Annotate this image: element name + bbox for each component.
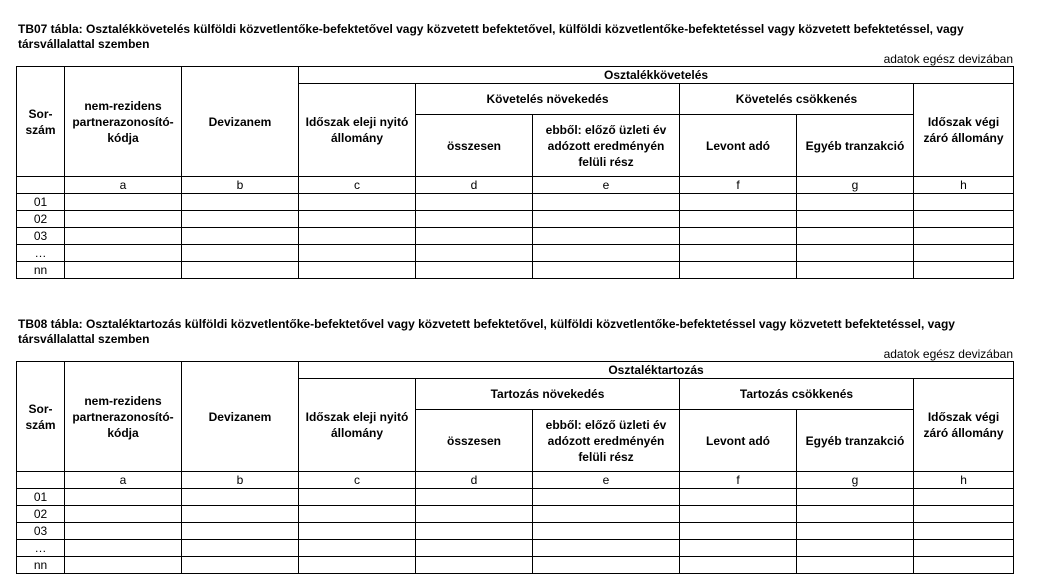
tb08-letter-blank: [17, 472, 65, 489]
tb07-letter-g: g: [797, 177, 914, 194]
tb08-letter-a: a: [65, 472, 182, 489]
tb08-letter-e: e: [533, 472, 680, 489]
tb07-title: TB07 tábla: Osztalékkövetelés külföldi közvetlentőke-befektetővel vagy közvetett befektetővel, külföldi közvetlentőke-befektetéssel vagy közvetett befektetéssel, vagy társvállalattal szemben: [18, 22, 964, 51]
tb08-col-opening: Időszak eleji nyitó állomány: [299, 379, 416, 472]
tb08-row-number: nn: [17, 557, 65, 574]
tb08-unit-note: adatok egész devizában: [883, 347, 1013, 361]
tb08-group-header: Osztaléktartozás: [299, 362, 1014, 379]
tb08-col-other: Egyéb tranzakció: [797, 410, 914, 472]
tb07-decrease-header: Követelés csökkenés: [680, 84, 914, 115]
tb08-col-currency: Devizanem: [182, 362, 299, 472]
tb08-row-number: 01: [17, 489, 65, 506]
tb08-col-partner: nem-rezidens partnerazonosító-kódja: [65, 362, 182, 472]
tb07-col-currency: Devizanem: [182, 67, 299, 177]
tb07-col-closing: Időszak végi záró állomány: [914, 84, 1014, 177]
tb08-col-closing: Időszak végi záró állomány: [914, 379, 1014, 472]
tb08-col-tax: Levont adó: [680, 410, 797, 472]
tb08-table: [16, 361, 1014, 574]
tb07-letter-a: a: [65, 177, 182, 194]
tb07-letter-e: e: [533, 177, 680, 194]
tb07-letter-b: b: [182, 177, 299, 194]
table-row: [17, 228, 1014, 245]
table-row: [17, 540, 1014, 557]
tb07-increase-header: Követelés növekedés: [416, 84, 680, 115]
tb07-col-opening: Időszak eleji nyitó állomány: [299, 84, 416, 177]
table-row: [17, 523, 1014, 540]
tb08-title: TB08 tábla: Osztaléktartozás külföldi közvetlentőke-befektetővel vagy közvetett befektetővel, külföldi közvetlentőke-befektetéssel vagy közvetett befektetéssel, vagy társvállalattal szemben: [18, 317, 955, 346]
table-row: [17, 557, 1014, 574]
tb08-decrease-header: Tartozás csökkenés: [680, 379, 914, 410]
table-row: [17, 262, 1014, 279]
table-row: [17, 489, 1014, 506]
tb08-col-serial: Sor-szám: [17, 362, 65, 472]
tb07-table: [16, 66, 1014, 279]
tb07-row-number: …: [17, 245, 65, 262]
tb08-letter-d: d: [416, 472, 533, 489]
tb07-row-number: 03: [17, 228, 65, 245]
tb07-col-total: összesen: [416, 115, 533, 177]
tb07-col-other: Egyéb tranzakció: [797, 115, 914, 177]
table-row: [17, 506, 1014, 523]
tb08-letter-g: g: [797, 472, 914, 489]
tb08-increase-header: Tartozás növekedés: [416, 379, 680, 410]
tb07-row-number: 02: [17, 211, 65, 228]
tb07-letter-blank: [17, 177, 65, 194]
table-row: [17, 211, 1014, 228]
tb08-row-number: 03: [17, 523, 65, 540]
tb08-row-number: …: [17, 540, 65, 557]
tb08-letter-f: f: [680, 472, 797, 489]
tb08-row-number: 02: [17, 506, 65, 523]
tb08-letter-c: c: [299, 472, 416, 489]
tb08-col-prior-profit: ebből: előző üzleti év adózott eredményén felüli rész: [533, 410, 680, 472]
tb07-col-tax: Levont adó: [680, 115, 797, 177]
tb08-col-total: összesen: [416, 410, 533, 472]
tb07-row-number: nn: [17, 262, 65, 279]
tb07-letter-d: d: [416, 177, 533, 194]
tb07-row-number: 01: [17, 194, 65, 211]
tb07-col-partner: nem-rezidens partnerazonosító-kódja: [65, 67, 182, 177]
tb07-letter-f: f: [680, 177, 797, 194]
tb08-letter-b: b: [182, 472, 299, 489]
tb07-letter-h: h: [914, 177, 1014, 194]
tb08-letter-h: h: [914, 472, 1014, 489]
tb08-section: [16, 317, 1013, 574]
table-row: [17, 245, 1014, 262]
tb07-group-header: Osztalékkövetelés: [299, 67, 1014, 84]
tb07-col-prior-profit: ebből: előző üzleti év adózott eredményén felüli rész: [533, 115, 680, 177]
tb07-col-serial: Sor-szám: [17, 67, 65, 177]
table-row: [17, 194, 1014, 211]
tb07-section: [16, 22, 1013, 279]
tb07-unit-note: adatok egész devizában: [883, 52, 1013, 66]
tb07-letter-c: c: [299, 177, 416, 194]
